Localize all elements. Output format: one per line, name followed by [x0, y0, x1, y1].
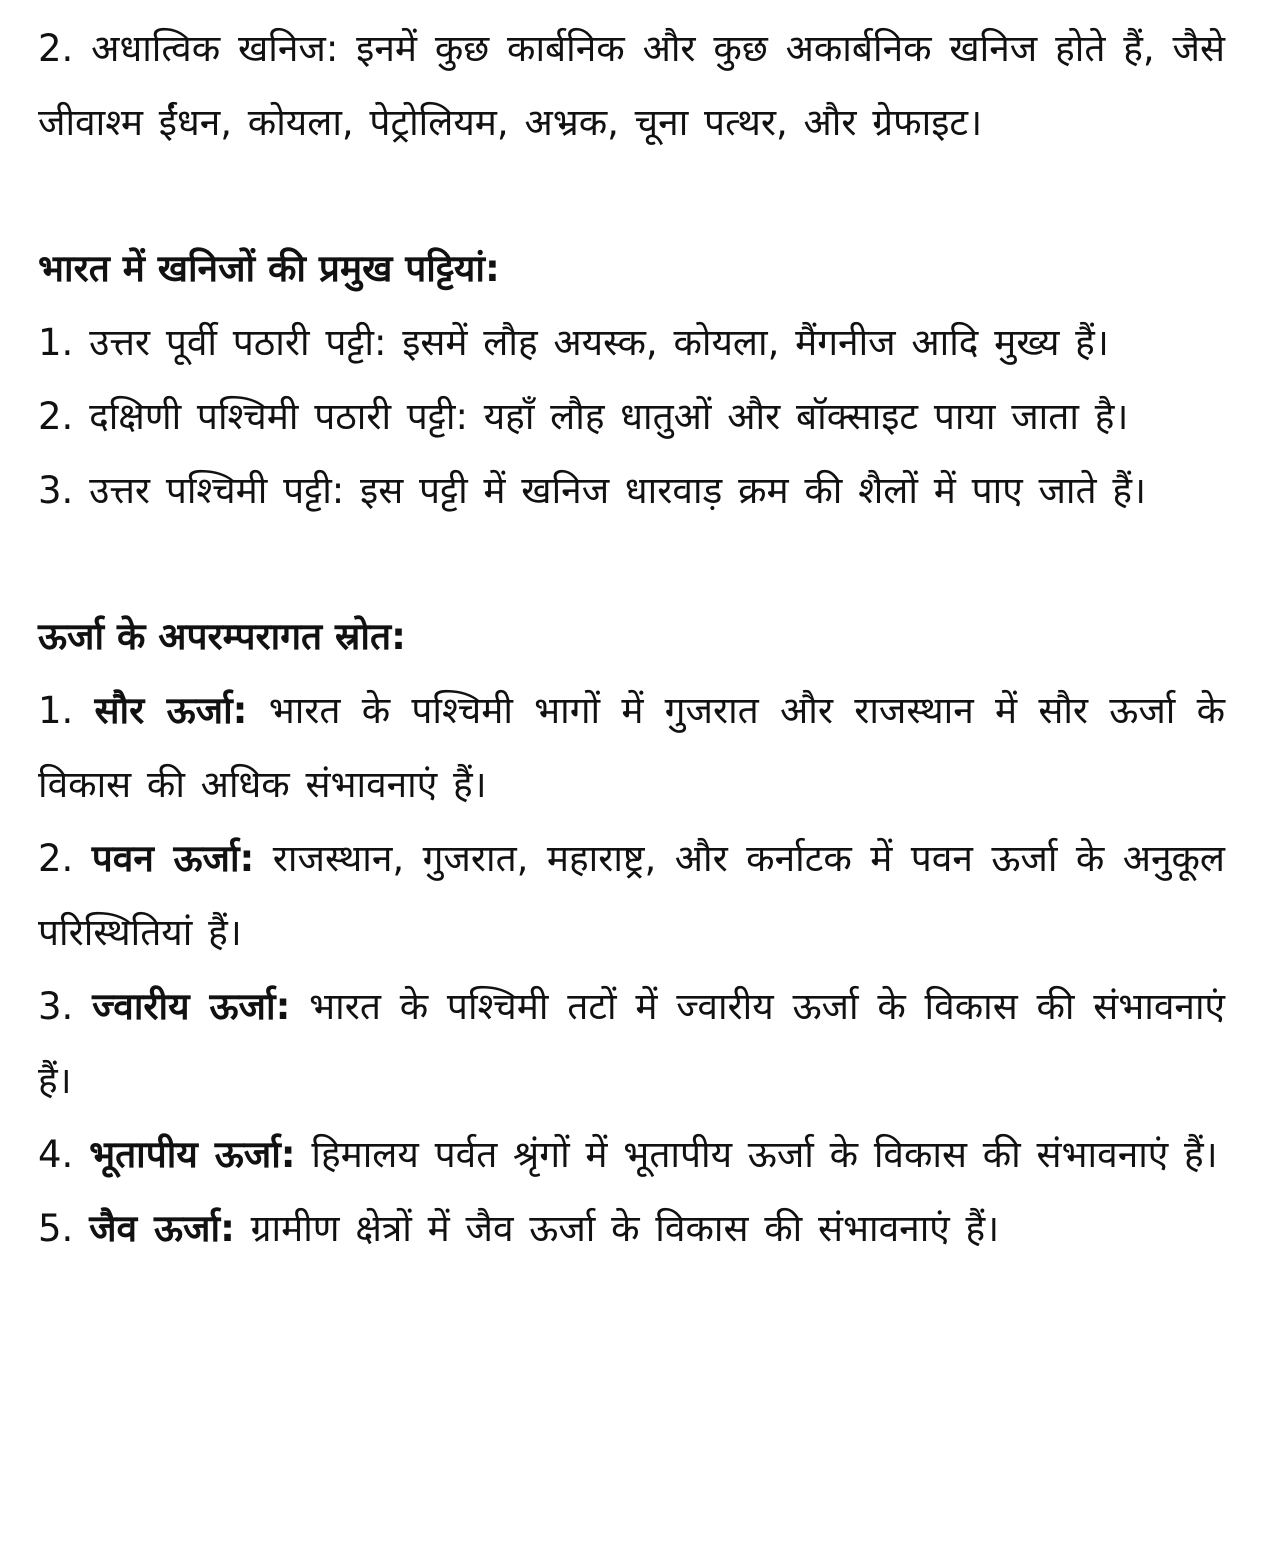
energy-item-geothermal	[38, 1118, 1225, 1192]
item-term: ज्वारीय ऊर्जा:	[92, 985, 291, 1028]
item-number: 1.	[38, 321, 74, 364]
item-text: दक्षिणी पश्चिमी पठारी पट्टी: यहाँ लौह धातुओं और बॉक्साइट पाया जाता है।	[89, 395, 1129, 438]
item-number: 2.	[38, 27, 74, 70]
energy-item-bio	[38, 1192, 1225, 1266]
item-text: उत्तर पश्चिमी पट्टी: इस पट्टी में खनिज धारवाड़ क्रम की शैलों में पाए जाते हैं।	[89, 469, 1147, 512]
item-text: भारत के पश्चिमी तटों में ज्वारीय ऊर्जा के विकास की संभावनाएं हैं।	[38, 985, 1226, 1102]
energy-item-solar	[38, 674, 1225, 822]
item-number: 3.	[38, 469, 74, 512]
item-number: 5.	[38, 1207, 74, 1250]
item-term: सौर ऊर्जा:	[94, 689, 248, 732]
item-number: 3.	[38, 985, 74, 1028]
item-text: भारत के पश्चिमी भागों में गुजरात और राजस्थान में सौर ऊर्जा के विकास की अधिक संभावनाएं हैं।	[38, 689, 1225, 806]
belt-item-1	[38, 306, 1225, 380]
belt-item-3	[38, 454, 1225, 528]
item-text: अधात्विक खनिज: इनमें कुछ कार्बनिक और कुछ अकार्बनिक खनिज होते हैं, जैसे जीवाश्म ईंधन, कोयला, पेट्रोलियम, अभ्रक, चूना पत्थर, और ग्रेफाइट।	[38, 27, 1225, 144]
item-text: उत्तर पूर्वी पठारी पट्टी: इसमें लौह अयस्क, कोयला, मैंगनीज आदि मुख्य हैं।	[89, 321, 1109, 364]
item-number: 1.	[38, 689, 74, 732]
item-number: 4.	[38, 1133, 74, 1176]
item-term: भूतापीय ऊर्जा:	[89, 1133, 296, 1176]
energy-item-wind	[38, 822, 1225, 970]
item-term: जैव ऊर्जा:	[89, 1207, 235, 1250]
item-number: 2.	[38, 837, 74, 880]
item-number: 2.	[38, 395, 74, 438]
item-text: हिमालय पर्वत श्रृंगों में भूतापीय ऊर्जा के विकास की संभावनाएं हैं।	[311, 1133, 1218, 1176]
belts-heading: भारत में खनिजों की प्रमुख पट्टियां:	[38, 247, 500, 290]
belt-item-2	[38, 380, 1225, 454]
energy-heading: ऊर्जा के अपरम्परागत स्रोत:	[38, 615, 406, 658]
item-text: राजस्थान, गुजरात, महाराष्ट्र, और कर्नाटक में पवन ऊर्जा के अनुकूल परिस्थितियां हैं।	[38, 837, 1226, 954]
item-text: ग्रामीण क्षेत्रों में जैव ऊर्जा के विकास की संभावनाएं हैं।	[250, 1207, 1000, 1250]
energy-item-tidal	[38, 970, 1225, 1118]
intro-list-item	[38, 12, 1225, 160]
section-spacer	[38, 160, 1225, 232]
section-spacer	[38, 528, 1225, 600]
item-term: पवन ऊर्जा:	[91, 837, 255, 880]
